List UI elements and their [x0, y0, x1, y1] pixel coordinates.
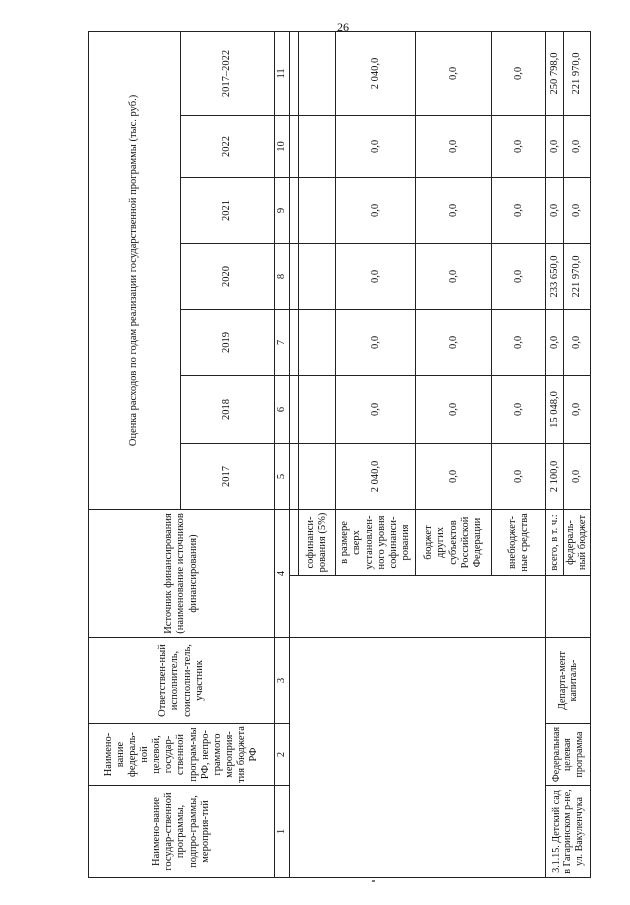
value-cell: 233 650,0	[546, 243, 564, 309]
value-cell: 0,0	[546, 177, 564, 243]
value-cell: 2 100,0	[546, 443, 564, 509]
header-year-2018: 2018	[181, 375, 275, 443]
column-number: 5	[275, 443, 290, 509]
source-group-cell	[290, 576, 546, 638]
program-name-cell: 3.1.15. Детский сад в Гагаринском р-не, ул. Вакуленчука	[546, 786, 591, 878]
value-cell	[299, 31, 336, 115]
column-number: 7	[275, 309, 290, 375]
spacer-cell	[290, 177, 299, 243]
value-cell: 0,0	[564, 443, 591, 509]
value-cell: 221 970,0	[564, 243, 591, 309]
value-cell: 2 040,0	[336, 31, 416, 115]
value-cell	[299, 177, 336, 243]
value-cell: 0,0	[416, 177, 492, 243]
column-number-row	[275, 31, 290, 877]
value-cell: 15 048,0	[546, 375, 564, 443]
header-year-total: 2017–2022	[181, 31, 275, 115]
header-year-2019: 2019	[181, 309, 275, 375]
value-cell: 0,0	[416, 375, 492, 443]
value-cell	[299, 443, 336, 509]
funding-source-cell: всего, в т. ч.:	[546, 509, 564, 575]
executor-cell: Департа-мент капиталь-	[546, 638, 591, 724]
value-cell: 0,0	[492, 309, 546, 375]
value-cell: 0,0	[492, 177, 546, 243]
spacer-cell	[290, 509, 299, 575]
value-cell: 0,0	[336, 177, 416, 243]
spacer-cell	[290, 309, 299, 375]
value-cell: 2 040,0	[336, 443, 416, 509]
header-expense-estimate: Оценка расходов по годам реализации государственной программы (тыс. руб.)	[89, 31, 181, 509]
budget-table	[88, 31, 591, 878]
column-number: 3	[275, 638, 290, 724]
page-number: 26	[337, 20, 349, 34]
value-cell: 0,0	[336, 243, 416, 309]
value-cell: 0,0	[492, 115, 546, 177]
spacer-cell	[290, 443, 299, 509]
spacer-cell	[290, 375, 299, 443]
funding-source-cell: федераль-ный бюджет	[564, 509, 591, 575]
header-year-2022: 2022	[181, 115, 275, 177]
header-executor: Ответствен-ный исполнитель, соисполни-тель, участник	[89, 638, 275, 724]
funding-source-cell: бюджет других субъектов Российской Федерации	[416, 509, 492, 575]
column-number: 9	[275, 177, 290, 243]
spacer-cell	[290, 31, 299, 115]
value-cell: 0,0	[492, 31, 546, 115]
funding-source-cell: внебюджет-ные средства	[492, 509, 546, 575]
column-number: 6	[275, 375, 290, 443]
column-number: 8	[275, 243, 290, 309]
header-year-2017: 2017	[181, 443, 275, 509]
header-funding-source: Источник финансирования (наименование источников финансирования)	[89, 509, 275, 637]
value-cell: 0,0	[416, 443, 492, 509]
spacer-row	[290, 31, 299, 877]
header-year-2021: 2021	[181, 177, 275, 243]
value-cell: 0,0	[492, 375, 546, 443]
header-year-2020: 2020	[181, 243, 275, 309]
spacer-cell	[290, 243, 299, 309]
value-cell: 0,0	[546, 115, 564, 177]
value-cell	[299, 309, 336, 375]
budget-table-sheet	[88, 32, 589, 878]
table-row	[546, 31, 564, 877]
federal-program-cell: Федеральная целевая программа	[546, 724, 591, 786]
value-cell: 0,0	[336, 115, 416, 177]
scan-artifact	[372, 880, 375, 882]
value-cell: 250 798,0	[546, 31, 564, 115]
value-cell	[299, 243, 336, 309]
value-cell	[299, 375, 336, 443]
value-cell: 0,0	[416, 243, 492, 309]
value-cell: 0,0	[546, 309, 564, 375]
continued-merged-cell	[290, 638, 546, 878]
spacer-cell	[290, 115, 299, 177]
column-number: 11	[275, 31, 290, 115]
column-number: 1	[275, 786, 290, 878]
source-group-cell	[546, 576, 591, 638]
value-cell: 0,0	[564, 375, 591, 443]
value-cell: 0,0	[416, 309, 492, 375]
value-cell: 0,0	[564, 177, 591, 243]
value-cell: 0,0	[416, 115, 492, 177]
value-cell: 0,0	[416, 31, 492, 115]
funding-source-cell: софинанси-рования (5%)	[299, 509, 336, 575]
value-cell: 0,0	[564, 309, 591, 375]
header-program-name: Наимено-вание государ-ственной программы, подпро-граммы, мероприя-тий	[89, 786, 275, 878]
column-number: 4	[275, 509, 290, 637]
value-cell: 221 970,0	[564, 31, 591, 115]
header-federal-program: Наимено-вание федераль-ной целевой, государ-ственной програм-мы РФ, непро-граммого мероприя-тия бюджета РФ	[89, 724, 275, 786]
value-cell: 0,0	[336, 375, 416, 443]
value-cell	[299, 115, 336, 177]
value-cell: 0,0	[492, 243, 546, 309]
value-cell: 0,0	[564, 115, 591, 177]
column-number: 2	[275, 724, 290, 786]
funding-source-cell: в размере сверх установлен-ного уровня софинанси-рования	[336, 509, 416, 575]
value-cell: 0,0	[336, 309, 416, 375]
column-number: 10	[275, 115, 290, 177]
value-cell: 0,0	[492, 443, 546, 509]
